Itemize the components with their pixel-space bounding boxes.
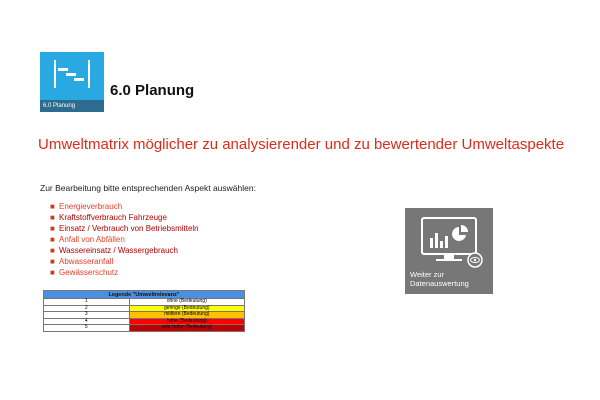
legend-row: 4 hohe (Bedeutung) [44, 318, 245, 325]
legend-row: 5 sehr hohe (Bedeutung) [44, 325, 245, 332]
aspect-link-kraftstoffverbrauch[interactable]: ■ Kraftstoffverbrauch Fahrzeuge [50, 213, 167, 222]
gantt-chart-icon [40, 52, 104, 100]
next-button-label: Weiter zur Datenauswertung [410, 270, 469, 288]
legend-title: Legende "Umweltrelevanz" [44, 291, 245, 299]
legend-row: 1 ohne (Bedeutung) [44, 299, 245, 306]
logo-tile-label: 6.0 Planung [40, 100, 104, 112]
monitor-chart-icon [405, 208, 493, 270]
instruction-text: Zur Bearbeitung bitte entsprechenden Aspekt auswählen: [40, 183, 256, 193]
aspect-link-energieverbrauch[interactable]: ■ Energieverbrauch [50, 202, 123, 211]
bullet-icon: ■ [50, 268, 55, 277]
legend-desc: geringe (Bedeutung) [129, 305, 245, 312]
bullet-icon: ■ [50, 246, 55, 255]
matrix-heading: Umweltmatrix möglicher zu analysierender und zu bewertender Umweltaspekte [38, 136, 565, 153]
bullet-icon: ■ [50, 202, 55, 211]
planung-logo-tile [40, 52, 104, 112]
aspect-list [50, 201, 199, 278]
aspect-link-wassereinsatz[interactable]: ■ Wassereinsatz / Wassergebrauch [50, 246, 179, 255]
legend-desc: sehr hohe (Bedeutung) [129, 325, 245, 332]
bullet-icon: ■ [50, 213, 55, 222]
legend-row: 2 geringe (Bedeutung) [44, 305, 245, 312]
bullet-icon: ■ [50, 235, 55, 244]
legend-desc: mittlere (Bedeutung) [129, 312, 245, 319]
bullet-icon: ■ [50, 224, 55, 233]
page-title: 6.0 Planung [110, 82, 195, 99]
bullet-icon: ■ [50, 257, 55, 266]
aspect-link-abfaelle[interactable]: ■ Anfall von Abfällen [50, 235, 125, 244]
relevance-legend-table [43, 290, 245, 332]
legend-row: 3 mittlere (Bedeutung) [44, 312, 245, 319]
aspect-link-betriebsmittel[interactable]: ■ Einsatz / Verbrauch von Betriebsmitteln [50, 224, 199, 233]
legend-desc: ohne (Bedeutung) [129, 299, 245, 306]
aspect-link-abwasseranfall[interactable]: ■ Abwasseranfall [50, 257, 114, 266]
aspect-link-gewaesserschutz[interactable]: ■ Gewässerschutz [50, 268, 119, 277]
next-data-evaluation-button[interactable] [405, 208, 493, 294]
legend-desc: hohe (Bedeutung) [129, 318, 245, 325]
